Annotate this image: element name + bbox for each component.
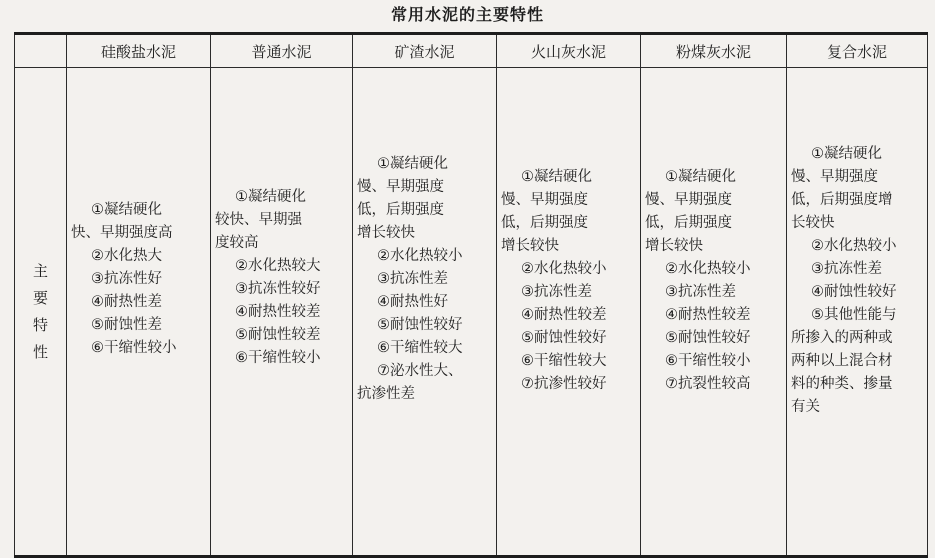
column-header: 复合水泥 bbox=[787, 34, 928, 68]
property-line: ⑤耐蚀性较好 bbox=[377, 317, 463, 333]
column-header: 普通水泥 bbox=[211, 34, 353, 68]
column-header: 火山灰水泥 bbox=[497, 34, 641, 68]
property-line: 低，后期强度增 bbox=[791, 192, 893, 208]
property-line: ⑦泌水性大、 bbox=[377, 363, 463, 379]
property-line: ③抗冻性较好 bbox=[235, 281, 321, 297]
property-line: ①凝结硬化 bbox=[665, 169, 736, 185]
property-line: ⑦抗裂性较高 bbox=[665, 376, 751, 392]
property-line: ⑤耐蚀性较好 bbox=[665, 330, 751, 346]
properties-cell bbox=[787, 68, 928, 557]
table-title: 常用水泥的主要特性 bbox=[390, 5, 544, 24]
property-line: 慢、早期强度 bbox=[501, 192, 588, 208]
row-header-char: 主 bbox=[32, 261, 48, 280]
property-line: 长较快 bbox=[791, 215, 835, 231]
properties-cell bbox=[497, 68, 641, 557]
property-line: ④耐热性较差 bbox=[235, 304, 321, 320]
property-line: ④耐蚀性较好 bbox=[811, 284, 897, 300]
property-line: ⑥干缩性较大 bbox=[521, 353, 607, 369]
property-line: ③抗冻性差 bbox=[811, 261, 882, 277]
property-line: ③抗冻性差 bbox=[521, 284, 592, 300]
property-line: ⑦抗渗性较好 bbox=[521, 376, 607, 392]
property-line: ①凝结硬化 bbox=[377, 156, 448, 172]
property-line: 增长较快 bbox=[645, 238, 703, 254]
cement-properties-table bbox=[14, 32, 928, 558]
property-line: ②水化热较小 bbox=[811, 238, 897, 254]
property-line: ⑥干缩性较大 bbox=[377, 340, 463, 356]
column-header: 粉煤灰水泥 bbox=[641, 34, 787, 68]
property-line: ②水化热较小 bbox=[377, 248, 463, 264]
property-line: 快、早期强度高 bbox=[71, 225, 173, 241]
property-line: 增长较快 bbox=[501, 238, 559, 254]
property-line: ⑥干缩性较小 bbox=[91, 340, 177, 356]
property-line: ①凝结硬化 bbox=[235, 189, 306, 205]
property-line: 低，后期强度 bbox=[501, 215, 588, 231]
property-line: 度较高 bbox=[215, 235, 259, 251]
properties-cell bbox=[353, 68, 497, 557]
property-line: 慢、早期强度 bbox=[791, 169, 878, 185]
property-line: ②水化热较小 bbox=[521, 261, 607, 277]
property-line: 抗渗性差 bbox=[357, 386, 415, 402]
column-header: 硅酸盐水泥 bbox=[67, 34, 211, 68]
property-line: ②水化热较小 bbox=[665, 261, 751, 277]
property-line: ⑥干缩性较小 bbox=[235, 350, 321, 366]
row-header-char: 性 bbox=[32, 342, 48, 361]
row-header-char: 要 bbox=[32, 288, 48, 307]
property-line: ⑤耐蚀性差 bbox=[91, 317, 162, 333]
property-line: ④耐热性差 bbox=[91, 294, 162, 310]
property-line: ③抗冻性差 bbox=[377, 271, 448, 287]
property-line: ②水化热大 bbox=[91, 248, 162, 264]
property-line: 所掺入的两种或 bbox=[791, 330, 893, 346]
corner-cell bbox=[15, 34, 67, 68]
property-line: 慢、早期强度 bbox=[645, 192, 732, 208]
property-line: ①凝结硬化 bbox=[811, 146, 882, 162]
property-line: 两种以上混合材 bbox=[791, 353, 893, 369]
properties-cell bbox=[641, 68, 787, 557]
property-line: ③抗冻性差 bbox=[665, 284, 736, 300]
property-line: 低，后期强度 bbox=[357, 202, 444, 218]
property-line: ⑤耐蚀性较好 bbox=[521, 330, 607, 346]
row-header bbox=[15, 68, 67, 557]
property-line: 较快、早期强 bbox=[215, 212, 302, 228]
property-line: 有关 bbox=[791, 399, 820, 415]
property-line: ⑤耐蚀性较差 bbox=[235, 327, 321, 343]
property-line: ⑤其他性能与 bbox=[811, 307, 897, 323]
properties-row bbox=[15, 68, 928, 557]
property-line: ①凝结硬化 bbox=[91, 202, 162, 218]
properties-cell bbox=[67, 68, 211, 557]
row-header-char: 特 bbox=[32, 315, 48, 334]
properties-cell bbox=[211, 68, 353, 557]
property-line: 料的种类、掺量 bbox=[791, 376, 893, 392]
property-line: ④耐热性较差 bbox=[665, 307, 751, 323]
property-line: ⑥干缩性较小 bbox=[665, 353, 751, 369]
header-row bbox=[15, 34, 928, 68]
property-line: 增长较快 bbox=[357, 225, 415, 241]
property-line: ④耐热性较差 bbox=[521, 307, 607, 323]
property-line: 慢、早期强度 bbox=[357, 179, 444, 195]
property-line: ③抗冻性好 bbox=[91, 271, 162, 287]
property-line: ②水化热较大 bbox=[235, 258, 321, 274]
property-line: ①凝结硬化 bbox=[521, 169, 592, 185]
property-line: 低，后期强度 bbox=[645, 215, 732, 231]
property-line: ④耐热性好 bbox=[377, 294, 448, 310]
column-header: 矿渣水泥 bbox=[353, 34, 497, 68]
